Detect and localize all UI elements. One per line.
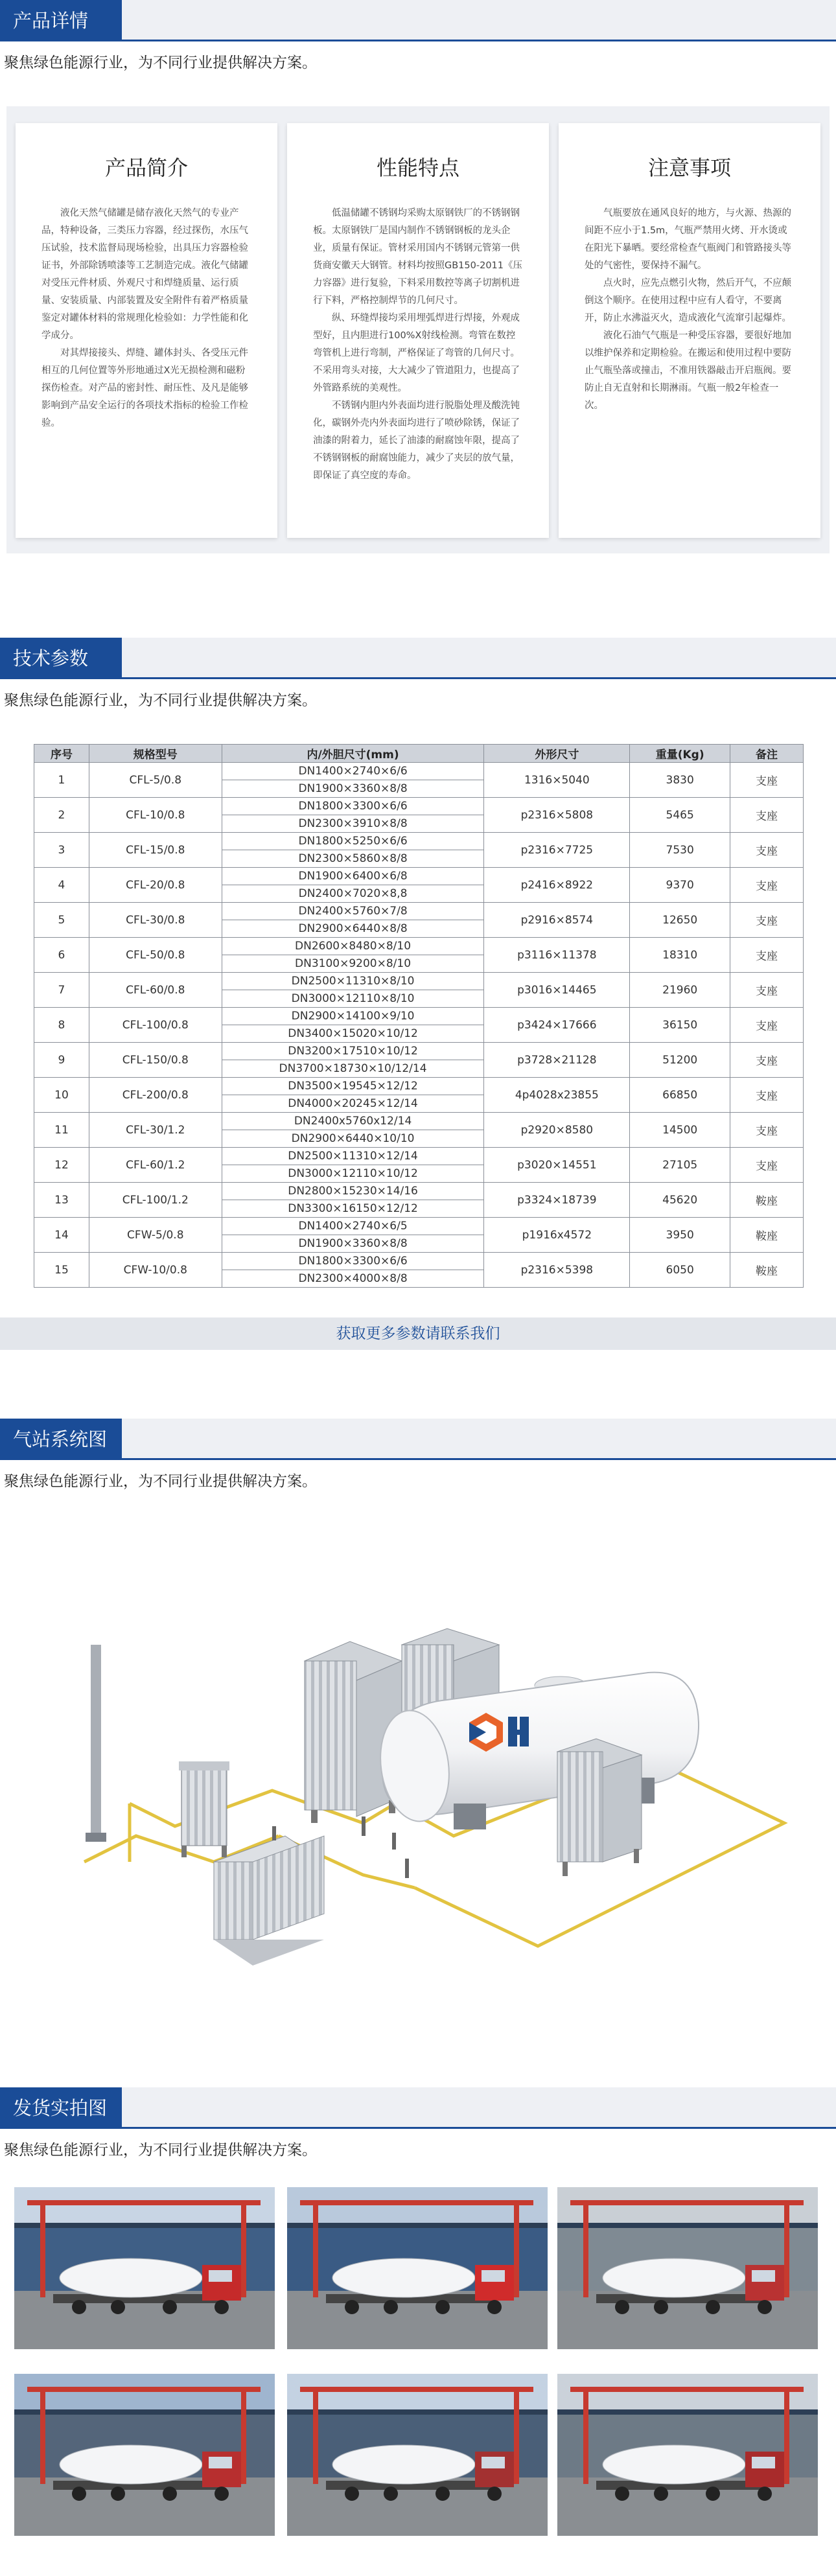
cell-outer-size: DN2900×6440×10/10 (222, 1130, 484, 1148)
cell-shape-size: 4p4028x23855 (484, 1078, 630, 1113)
cell-model: CFL-60/1.2 (89, 1148, 222, 1183)
shipping-photo-5[interactable] (287, 2374, 548, 2536)
cell-outer-size: DN3400×15020×10/12 (222, 1025, 484, 1043)
card-paragraph: 不锈钢内胆内外表面均进行脱脂处理及酸洗钝化，碳钢外壳内外表面均进行了喷砂除锈，保证了油漆的附着力，延长了油漆的耐腐蚀年限，提高了不锈钢钢板的耐腐蚀能力，减少了夹层的放气量，即保证了真空度的寿命。 (313, 400, 520, 481)
cell-note: 支座 (730, 763, 804, 798)
shipping-photo-1[interactable] (14, 2187, 275, 2349)
shipping-photo-6[interactable] (557, 2374, 818, 2536)
cell-weight: 36150 (630, 1008, 730, 1043)
cell-inner-size: DN1800×5250×6/6 (222, 833, 484, 850)
right-vaporizer (557, 1739, 642, 1876)
cell-model: CFL-60/0.8 (89, 973, 222, 1008)
section-header-details (0, 0, 836, 41)
cell-note: 支座 (730, 1043, 804, 1078)
cell-weight: 7530 (630, 833, 730, 868)
cell-outer-size: DN2300×4000×8/8 (222, 1270, 484, 1288)
section-title-station: 气站系统图 (0, 1419, 122, 1460)
section-divider (0, 40, 836, 41)
cards-panel (6, 106, 830, 553)
cell-note: 支座 (730, 833, 804, 868)
table-row (34, 1043, 804, 1060)
cell-shape-size: p1916x4572 (484, 1218, 630, 1253)
cell-inner-size: DN1800×3300×6/6 (222, 1253, 484, 1270)
table-row (34, 1148, 804, 1165)
cell-shape-size: p3728×21128 (484, 1043, 630, 1078)
cell-model: CFW-10/0.8 (89, 1253, 222, 1288)
section-title-params: 技术参数 (0, 638, 122, 679)
card-features (287, 123, 549, 538)
cell-note: 鞍座 (730, 1253, 804, 1288)
table-row (34, 833, 804, 850)
cell-inner-size: DN2900×14100×9/10 (222, 1008, 484, 1025)
cell-note: 支座 (730, 1008, 804, 1043)
table-row (34, 1113, 804, 1130)
card-intro (16, 123, 277, 538)
cell-weight: 14500 (630, 1113, 730, 1148)
cell-no: 3 (34, 833, 89, 868)
small-vaporizer (179, 1761, 229, 1857)
col-header-shape: 外形尺寸 (484, 745, 630, 763)
cell-no: 9 (34, 1043, 89, 1078)
cell-outer-size: DN4000×20245×12/14 (222, 1095, 484, 1113)
table-header-row (34, 745, 804, 763)
card-title: 产品简介 (104, 156, 188, 180)
cell-weight: 9370 (630, 868, 730, 903)
cell-model: CFL-20/0.8 (89, 868, 222, 903)
cell-no: 8 (34, 1008, 89, 1043)
cell-note: 支座 (730, 938, 804, 973)
card-paragraph: 对其焊接接头、焊缝、罐体封头、各受压元件相互的几何位置等外形地通过X光无损检测和磁粉探伤检查。对产品的密封性、耐压性、及凡是能够影响到产品安全运行的各项技术指标的检验工作检验。 (41, 348, 248, 428)
section-divider (0, 1458, 836, 1460)
cell-outer-size: DN3700×18730×10/12/14 (222, 1060, 484, 1078)
cell-note: 支座 (730, 798, 804, 833)
cell-shape-size: p2316×5398 (484, 1253, 630, 1288)
col-header-weight: 重量(Kg) (630, 745, 730, 763)
card-paragraph: 点火时，应先点燃引火物，然后开气，不应颠倒这个顺序。在使用过程中应有人看守，不要离开，防止水沸溢灭火，造成液化气流窜引起爆炸。 (585, 278, 791, 323)
cell-shape-size: p2316×7725 (484, 833, 630, 868)
cell-note: 支座 (730, 1113, 804, 1148)
shipping-photo-4[interactable] (14, 2374, 275, 2536)
table-row (34, 798, 804, 815)
cell-outer-size: DN2400×7020×8,8 (222, 885, 484, 903)
section-divider (0, 677, 836, 679)
cell-outer-size: DN1900×3360×8/8 (222, 1235, 484, 1253)
cell-weight: 3830 (630, 763, 730, 798)
cell-model: CFL-5/0.8 (89, 763, 222, 798)
cell-model: CFW-5/0.8 (89, 1218, 222, 1253)
cell-model: CFL-50/0.8 (89, 938, 222, 973)
section-title-shipping: 发货实拍图 (0, 2087, 122, 2129)
cell-weight: 66850 (630, 1078, 730, 1113)
section-divider (0, 2127, 836, 2129)
cell-shape-size: p3324×18739 (484, 1183, 630, 1218)
cell-shape-size: p3424×17666 (484, 1008, 630, 1043)
cell-inner-size: DN1900×6400×6/8 (222, 868, 484, 885)
cell-model: CFL-30/0.8 (89, 903, 222, 938)
shipping-photo-gallery (0, 2168, 836, 2576)
cell-weight: 6050 (630, 1253, 730, 1288)
cell-no: 7 (34, 973, 89, 1008)
cell-note: 鞍座 (730, 1183, 804, 1218)
cell-no: 4 (34, 868, 89, 903)
table-row (34, 938, 804, 955)
cell-note: 支座 (730, 1078, 804, 1113)
shipping-photo-3[interactable] (557, 2187, 818, 2349)
table-row (34, 868, 804, 885)
cell-no: 12 (34, 1148, 89, 1183)
section-header-shipping (0, 2087, 836, 2129)
cell-weight: 21960 (630, 973, 730, 1008)
cell-inner-size: DN3500×19545×12/12 (222, 1078, 484, 1095)
cell-shape-size: p3016×14465 (484, 973, 630, 1008)
table-row (34, 1183, 804, 1200)
cell-outer-size: DN3100×9200×8/10 (222, 955, 484, 973)
cell-no: 5 (34, 903, 89, 938)
table-row (34, 1078, 804, 1095)
section-subtitle-shipping: 聚焦绿色能源行业，为不同行业提供解决方案。 (4, 2142, 317, 2159)
cell-inner-size: DN2800×15230×14/16 (222, 1183, 484, 1200)
card-paragraph: 气瓶要放在通风良好的地方，与火源、热源的间距不应小于1.5m，气瓶严禁用火烤、开水烫或在阳光下暴晒。要经常检查气瓶阀门和管路接头等处的气密性，要保持不漏气。 (585, 208, 791, 271)
cell-shape-size: p2316×5808 (484, 798, 630, 833)
cell-no: 15 (34, 1253, 89, 1288)
card-title: 性能特点 (376, 156, 459, 180)
cell-note: 鞍座 (730, 1218, 804, 1253)
cell-weight: 51200 (630, 1043, 730, 1078)
col-header-size: 内/外胆尺寸(mm) (222, 745, 484, 763)
cell-weight: 27105 (630, 1148, 730, 1183)
cell-no: 10 (34, 1078, 89, 1113)
cell-note: 支座 (730, 903, 804, 938)
cell-model: CFL-15/0.8 (89, 833, 222, 868)
contact-us-link[interactable]: 获取更多参数请联系我们 (0, 1317, 836, 1350)
cell-weight: 5465 (630, 798, 730, 833)
cell-no: 2 (34, 798, 89, 833)
cell-no: 6 (34, 938, 89, 973)
col-header-no: 序号 (34, 745, 89, 763)
station-system-diagram (0, 1499, 836, 2030)
cell-outer-size: DN3000×12110×10/12 (222, 1165, 484, 1183)
section-subtitle-params: 聚焦绿色能源行业，为不同行业提供解决方案。 (4, 692, 317, 709)
cell-model: CFL-200/0.8 (89, 1078, 222, 1113)
cell-weight: 45620 (630, 1183, 730, 1218)
shipping-photo-2[interactable] (287, 2187, 548, 2349)
cell-note: 支座 (730, 868, 804, 903)
spec-table (34, 744, 804, 1288)
cell-outer-size: DN1900×3360×8/8 (222, 780, 484, 798)
cell-weight: 12650 (630, 903, 730, 938)
cell-no: 1 (34, 763, 89, 798)
cell-shape-size: p3020×14551 (484, 1148, 630, 1183)
card-notes (559, 123, 820, 538)
table-body (34, 763, 804, 1288)
cell-note: 支座 (730, 1148, 804, 1183)
table-row (34, 973, 804, 990)
cell-outer-size: DN2300×5860×8/8 (222, 850, 484, 868)
cell-inner-size: DN1400×2740×6/5 (222, 1218, 484, 1235)
section-subtitle-station: 聚焦绿色能源行业，为不同行业提供解决方案。 (4, 1473, 317, 1490)
table-row (34, 1008, 804, 1025)
cell-model: CFL-10/0.8 (89, 798, 222, 833)
station-illustration (0, 1499, 836, 2030)
section-title-details: 产品详情 (0, 0, 122, 41)
cell-inner-size: DN1400×2740×6/6 (222, 763, 484, 780)
card-paragraph: 液化天然气储罐是储存液化天然气的专业产品，特种设备，三类压力容器，经过探伤，水压气压试验，技术监督局现场检验，出具压力容器检验证书，外部除锈喷漆等工艺制造完成。液化气储罐对受压元件材质、外观尺寸和焊缝质量、运行质量、安装质量、内部装置及安全附件有着严格质量鉴定对罐体材料的常规理化检验如：力学性能和化学成分。 (41, 208, 248, 341)
table-row (34, 1253, 804, 1270)
card-paragraph: 纵、环缝焊接均采用埋弧焊进行焊接，外观成型好，且内胆进行100%X射线检测。弯管在数控弯管机上进行弯制，严格保证了弯管的几何尺寸。不采用弯头对接，大大减少了管道阻力，也提高了外管路系统的美观性。 (313, 313, 520, 393)
cell-no: 11 (34, 1113, 89, 1148)
col-header-note: 备注 (730, 745, 804, 763)
card-paragraph: 液化石油气气瓶是一种受压容器，要很好地加以维护保养和定期检验。在搬运和使用过程中要防止气瓶坠落或撞击，不准用铁器敲击开启瓶阀。要防止自无直射和长期淋雨。气瓶一般2年检查一次。 (585, 331, 791, 411)
cell-outer-size: DN3300×16150×12/12 (222, 1200, 484, 1218)
cell-outer-size: DN2300×3910×8/8 (222, 815, 484, 833)
cell-inner-size: DN3200×17510×10/12 (222, 1043, 484, 1060)
card-paragraph: 低温储罐不锈钢均采购太原钢铁厂的不锈钢钢板。太原钢铁厂是国内制作不锈钢钢板的龙头企业，质量有保证。管材采用国内不锈钢元管第一供货商安徽天大钢管。材料均按照GB150-2011《压力容器》进行复验，下料采用数控等离子切割机进行下料，严格控制焊节的几何尺寸。 (313, 208, 522, 306)
cell-outer-size: DN3000×12110×8/10 (222, 990, 484, 1008)
cell-no: 13 (34, 1183, 89, 1218)
spec-table-wrapper (0, 718, 836, 1301)
cell-inner-size: DN2400x5760x12/14 (222, 1113, 484, 1130)
cell-shape-size: p3116×11378 (484, 938, 630, 973)
table-row (34, 1218, 804, 1235)
cell-weight: 3950 (630, 1218, 730, 1253)
cell-weight: 18310 (630, 938, 730, 973)
cell-note: 支座 (730, 973, 804, 1008)
card-title: 注意事项 (647, 156, 731, 180)
section-header-station (0, 1419, 836, 1460)
cell-inner-size: DN1800×3300×6/6 (222, 798, 484, 815)
cell-inner-size: DN2500×11310×8/10 (222, 973, 484, 990)
cell-model: CFL-30/1.2 (89, 1113, 222, 1148)
cell-model: CFL-100/1.2 (89, 1183, 222, 1218)
cell-model: CFL-100/0.8 (89, 1008, 222, 1043)
cell-inner-size: DN2600×8480×8/10 (222, 938, 484, 955)
table-row (34, 763, 804, 780)
cell-shape-size: p2916×8574 (484, 903, 630, 938)
product-cards-area (0, 80, 836, 560)
section-header-params (0, 638, 836, 679)
cell-inner-size: DN2400×5760×7/8 (222, 903, 484, 920)
cell-outer-size: DN2900×6440×8/8 (222, 920, 484, 938)
cell-shape-size: p2416×8922 (484, 868, 630, 903)
cell-shape-size: 1316×5040 (484, 763, 630, 798)
cell-no: 14 (34, 1218, 89, 1253)
col-header-model: 规格型号 (89, 745, 222, 763)
cell-inner-size: DN2500×11310×12/14 (222, 1148, 484, 1165)
vent-stack (86, 1645, 106, 1842)
cell-shape-size: p2920×8580 (484, 1113, 630, 1148)
section-subtitle-details: 聚焦绿色能源行业，为不同行业提供解决方案。 (4, 54, 317, 71)
cell-model: CFL-150/0.8 (89, 1043, 222, 1078)
table-row (34, 903, 804, 920)
